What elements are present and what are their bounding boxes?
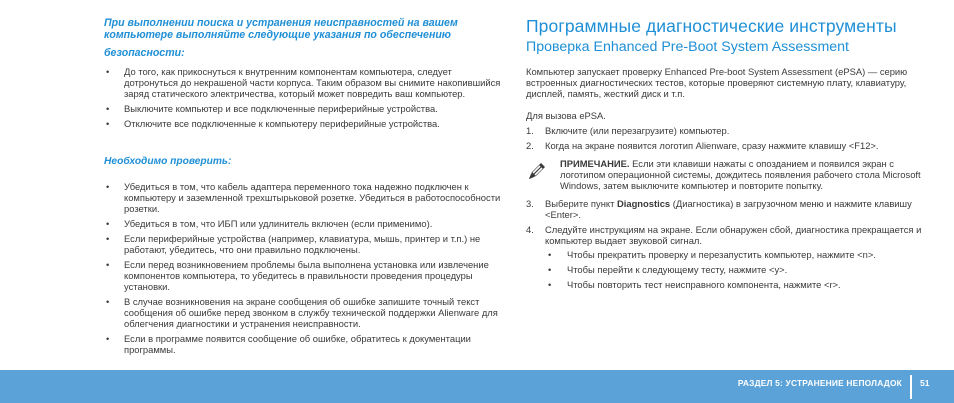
step4-sublist [545, 249, 936, 290]
safety-intro-line1: При выполнении поиска и устранения неисправностей на вашем компьютере выполняйте следующие указания по обеспечению [104, 17, 458, 42]
footer-bar [0, 370, 954, 403]
list-item: • Если перед возникновением проблемы была выполнена установка или извлечение компонентов компьютера, то убедитесь в правильности проведения процедуры установки. [104, 259, 508, 292]
step-number: 4. [526, 224, 534, 235]
step-text: Когда на экране появится логотип Alienware, сразу нажмите клавишу <F12>. [545, 140, 879, 151]
note-label: ПРИМЕЧАНИЕ. [560, 158, 630, 169]
step-text-bold: Diagnostics [616, 198, 671, 209]
pencil-note-icon [526, 160, 548, 182]
note-text [560, 158, 936, 191]
check-list [104, 181, 508, 359]
list-item: • Убедиться в том, что ИБП или удлинитель включен (если применимо). [104, 218, 508, 229]
section-subtitle: Проверка Enhanced Pre-Boot System Assessment [526, 39, 849, 55]
epsa-call-label: Для вызова ePSA. [526, 110, 606, 121]
step-text: Следуйте инструкциям на экране. Если обнаружен сбой, диагностика прекращается и компьютер выдает звуковой сигнал. [545, 224, 922, 246]
list-item: • Чтобы прекратить проверку и перезапустить компьютер, нажмите <n>. [545, 249, 936, 260]
footer-divider [910, 375, 912, 399]
step-text-post: (Диагностика) в загрузочном меню и нажмите клавишу <Enter>. [545, 198, 912, 220]
list-item: • Если в программе появится сообщение об ошибке, обратитесь к документации программы. [104, 333, 508, 355]
step-item [526, 125, 936, 136]
list-item: • Отключите все подключенные к компьютеру периферийные устройства. [104, 118, 508, 129]
step-number: 3. [526, 198, 534, 209]
list-item: • Убедиться в том, что кабель адаптера переменного тока надежно подключен к компьютеру и заземленной трехштырьковой розетке. Убедиться в работоспособности розетки. [104, 181, 508, 214]
page-number: 51 [920, 378, 930, 388]
list-item: • В случае возникновения на экране сообщения об ошибке запишите точный текст сообщения об ошибке перед звонком в службу технической поддержки Alienware для облегчения диагностики и устранения неисправности. [104, 296, 508, 329]
step-text: Включите (или перезагрузите) компьютер. [545, 125, 730, 136]
step-number: 2. [526, 140, 534, 151]
steps-list-a [526, 125, 936, 155]
steps-list-b [526, 198, 936, 294]
check-heading: Необходимо проверить: [104, 156, 232, 167]
footer-section-title: РАЗДЕЛ 5: УСТРАНЕНИЕ НЕПОЛАДОК [737, 378, 902, 388]
epsa-description: Компьютер запускает проверку Enhanced Pre-boot System Assessment (ePSA) — серию встроенных диагностических тестов, которые проверяют системную плату, клавиатуру, дисплей, память, жесткий диск и т.п. [526, 66, 908, 99]
safety-intro-line2: безопасности: [104, 47, 185, 60]
list-item: • Чтобы повторить тест неисправного компонента, нажмите <r>. [545, 279, 936, 290]
list-item: • До того, как прикоснуться к внутренним компонентам компьютера, следует дотронуться до некрашеной части корпуса. Таким образом вы снимите накопившийся заряд статического электричества, который может повредить ваш компьютер. [104, 66, 508, 99]
step-number: 1. [526, 125, 534, 136]
list-item: • Чтобы перейти к следующему тесту, нажмите <y>. [545, 264, 936, 275]
page-title: Программные диагностические инструменты [526, 16, 897, 36]
step-text-pre: Выберите пункт [545, 198, 617, 209]
safety-intro [104, 17, 484, 60]
step-item [526, 198, 936, 220]
list-item: • Если периферийные устройства (например, клавиатура, мышь, принтер и т.п.) не работают, убедитесь, что они правильно подключены. [104, 233, 508, 255]
list-item: • Выключите компьютер и все подключенные периферийные устройства. [104, 103, 508, 114]
step-item [526, 224, 936, 290]
safety-list [104, 66, 508, 133]
step-item [526, 140, 936, 151]
note-body: Если эти клавиши нажаты с опозданием и появился экран с логотипом операционной системы, дождитесь появления рабочего стола Microsoft Windows, затем выключите компьютер и повторите попытку. [560, 158, 921, 191]
